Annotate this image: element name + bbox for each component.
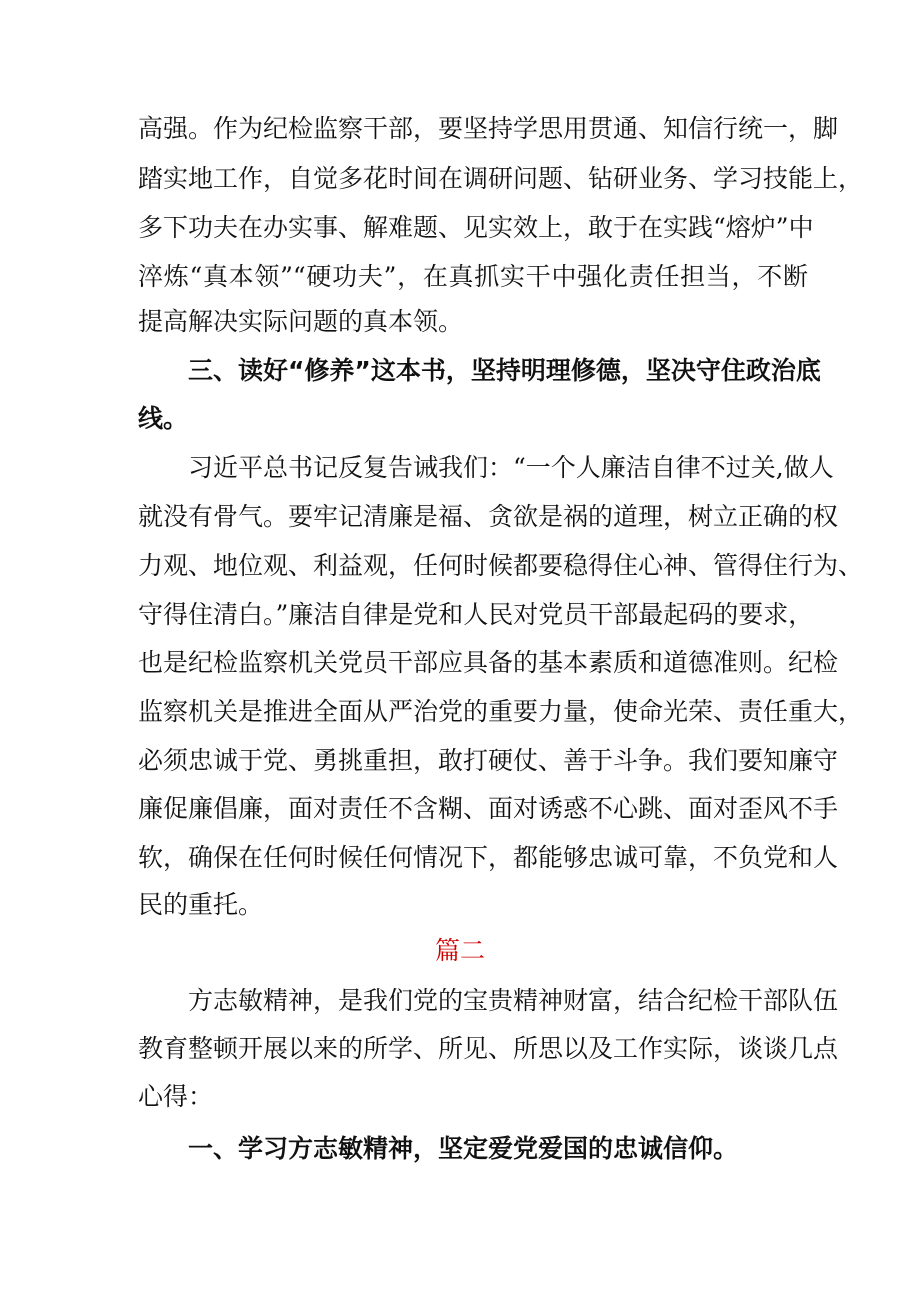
paragraph-line: 心得：	[138, 1082, 214, 1111]
paragraph-line: 提高解决实际问题的真本领。	[138, 307, 464, 336]
paragraph-line: 就没有骨气。要牢记清廉是福、贪欲是祸的道理，树立正确的权	[138, 502, 839, 531]
paragraph-line: 软，确保在任何时候任何情况下，都能够忠诚可靠，不负党和人	[138, 843, 839, 872]
paragraph-line: 高强。作为纪检监察干部，要坚持学思用贯通、知信行统一，脚	[138, 114, 839, 143]
paragraph-line: 也是纪检监察机关党员干部应具备的基本素质和道德准则。纪检	[138, 648, 839, 677]
paragraph-line: 方志敏精神，是我们党的宝贵精神财富，结合纪检干部队伍	[188, 986, 839, 1015]
section-title: 篇二	[434, 936, 485, 965]
paragraph-line: 教育整顿开展以来的所学、所见、所思以及工作实际，谈谈几点	[138, 1034, 839, 1063]
section-heading: 线。	[138, 404, 189, 433]
paragraph-line: 淬炼“真本领”“硬功夫”，在真抓实干中强化责任担当，不断	[138, 262, 808, 291]
paragraph-line: 力观、地位观、利益观，任何时候都要稳得住心神、管得住行为、	[138, 551, 864, 580]
paragraph-line: 廉促廉倡廉，面对责任不含糊、面对诱惑不心跳、面对歪风不手	[138, 794, 839, 823]
paragraph-line: 必须忠诚于党、勇挑重担，敢打硬仗、善于斗争。我们要知廉守	[138, 746, 839, 775]
paragraph-line: 多下功夫在办实事、解难题、见实效上，敢于在实践“熔炉”中	[138, 213, 814, 242]
paragraph-line: 民的重托。	[138, 890, 264, 919]
section-heading: 一、学习方志敏精神，坚定爱党爱国的忠诚信仰。	[188, 1134, 739, 1163]
paragraph-line: 守得住清白。”廉洁自律是党和人民对党员干部最起码的要求，	[138, 600, 814, 629]
paragraph-line: 监察机关是推进全面从严治党的重要力量，使命光荣、责任重大，	[138, 697, 864, 726]
paragraph-line: 踏实地工作，自觉多花时间在调研问题、钻研业务、学习技能上，	[138, 164, 864, 193]
paragraph-line: 习近平总书记反复告诫我们：“一个人廉洁自律不过关,做人	[188, 453, 834, 482]
section-heading: 三、读好“修养”这本书，坚持明理修德，坚决守住政治底	[188, 356, 821, 385]
